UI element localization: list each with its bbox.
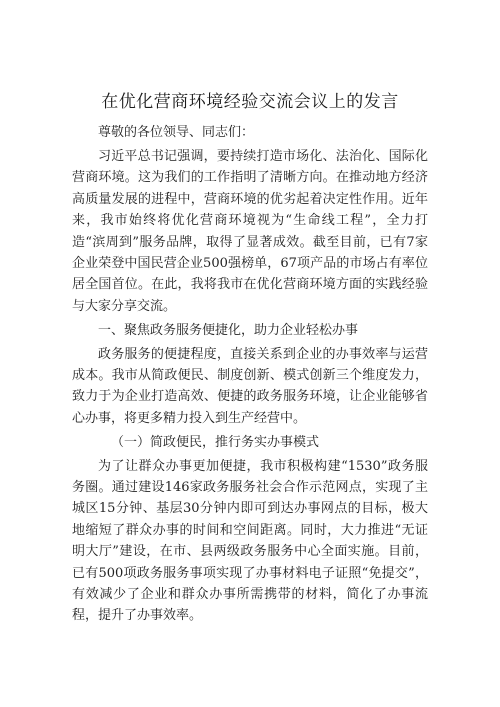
- document-body: [72, 122, 428, 629]
- section-heading-1: 一、聚焦政务服务便捷化，助力企业轻松办事: [98, 322, 359, 338]
- paragraph-intro: 习近平总书记强调，要持续打造市场化、法治化、国际化营商环境。这为我们的工作指明了清晰方向。在推动地方经济高质量发展的进程中，营商环境的优劣起着决定性作用。近年来，我市始终将优化营商环境视为“生命线工程”，全力打造“滨周到”服务品牌，取得了显著成效。截至目前，已有7家企业荣登中国民营企业500强榜单，67项产品的市场占有率位居全国首位。在此，我将我市在优化营商环境方面的实践经验与大家分享交流。: [72, 148, 428, 314]
- paragraph-section-1: 政务服务的便捷程度，直接关系到企业的办事效率与运营成本。我市从简政便民、制度创新、模式创新三个维度发力，致力于为企业打造高效、便捷的政务服务环境，让企业能够省心办事，将更多精力投入到生产经营中。: [72, 346, 428, 426]
- document-title: 在优化营商环境经验交流会议上的发言: [101, 92, 399, 112]
- subsection-heading-1: （一）简政便民，推行务实办事模式: [111, 434, 320, 450]
- salutation: 尊敬的各位领导、同志们：: [98, 125, 255, 140]
- paragraph-subsection-1: 为了让群众办事更加便捷，我市积极构建“1530”政务服务圈。通过建设146家政务服务社会合作示范网点，实现了主城区15分钟、基层30分钟内即可到达办事网点的目标，极大地缩短了群众办事的时间和空间距离。同时，大力推进“无证明大厅”建设，在市、县两级政务服务中心全面实施。目前，已有500项政务服务事项实现了办事材料电子证照“免提交”，有效减少了企业和群众办事所需携带的材料，简化了办事流程，提升了办事效率。: [72, 458, 428, 624]
